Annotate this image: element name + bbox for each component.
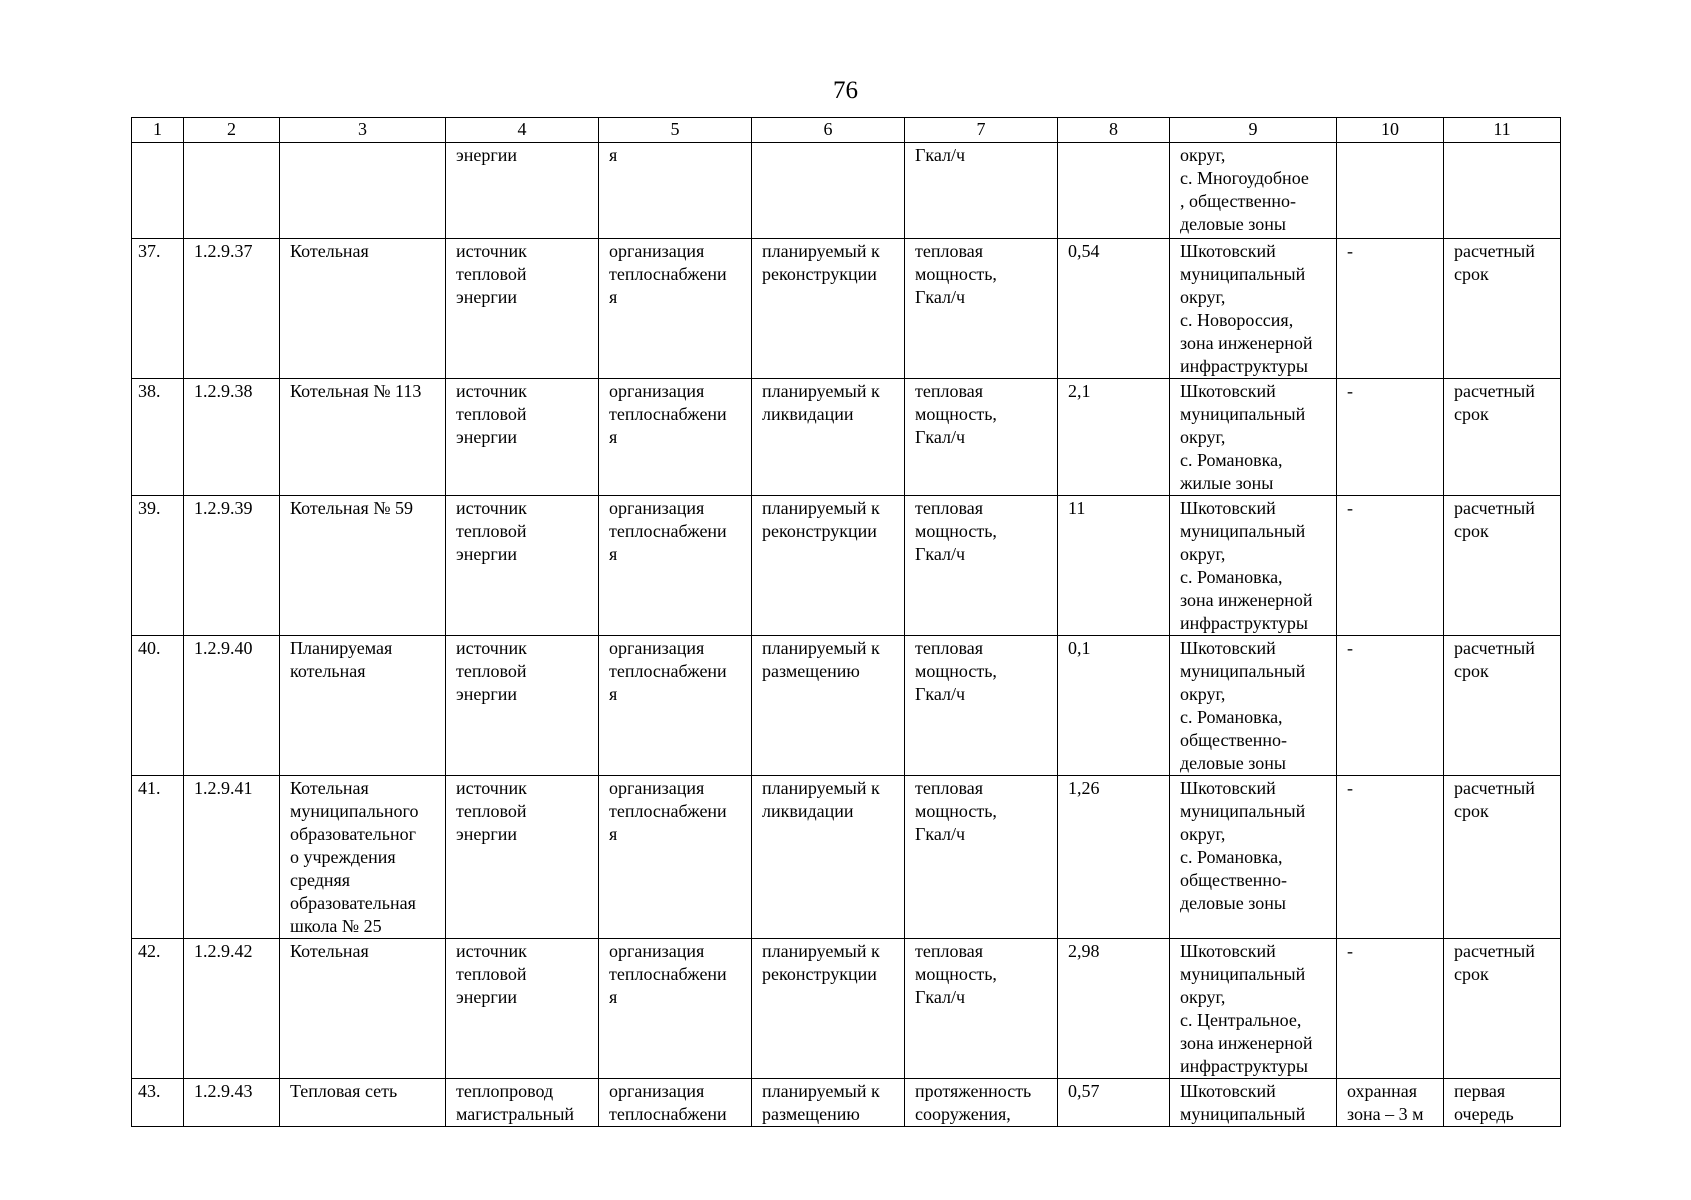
header-row <box>132 118 1561 143</box>
cell-text: энергии <box>456 987 517 1007</box>
table-cell <box>1337 776 1444 939</box>
cell-text: я <box>609 824 618 844</box>
cell-text: 1.2.9.38 <box>194 381 253 401</box>
cell-text: 2,98 <box>1068 941 1100 961</box>
cell-text: округ, <box>1180 427 1226 447</box>
cell-text: о учреждения <box>290 847 396 867</box>
cell-text: котельная <box>290 661 366 681</box>
cell-text: расчетный <box>1454 381 1535 401</box>
cell-text: - <box>1347 498 1353 518</box>
cell-text: энергии <box>456 145 517 165</box>
table-cell <box>280 496 446 636</box>
cell-text: источник <box>456 498 527 518</box>
cell-text: общественно- <box>1180 870 1287 890</box>
cell-text: организация <box>609 381 705 401</box>
cell-text: планируемый к <box>762 941 880 961</box>
cell-text: округ, <box>1180 145 1226 165</box>
table-cell <box>752 776 905 939</box>
cell-text: жилые зоны <box>1180 473 1274 493</box>
cell-text: Котельная <box>290 241 369 261</box>
table-cell <box>752 1079 905 1127</box>
cell-text: срок <box>1454 661 1489 681</box>
column-header-11: 11 <box>1444 118 1561 143</box>
column-header-6: 6 <box>752 118 905 143</box>
cell-text: срок <box>1454 404 1489 424</box>
table-cell <box>280 379 446 496</box>
cell-text: энергии <box>456 684 517 704</box>
table-cell <box>1170 379 1337 496</box>
cell-text: 0,54 <box>1068 241 1100 261</box>
table-cell <box>599 1079 752 1127</box>
cell-text: - <box>1347 381 1353 401</box>
cell-text: - <box>1347 638 1353 658</box>
cell-text: мощность, <box>915 661 997 681</box>
cell-text: Котельная <box>290 941 369 961</box>
table-cell <box>280 239 446 379</box>
table-cell <box>905 239 1058 379</box>
cell-text: зона инженерной <box>1180 1033 1313 1053</box>
table-cell <box>1444 239 1561 379</box>
table-cell <box>1444 496 1561 636</box>
table-cell <box>752 379 905 496</box>
cell-text: муниципальный <box>1180 964 1306 984</box>
cell-text: инфраструктуры <box>1180 356 1308 376</box>
column-header-10: 10 <box>1337 118 1444 143</box>
cell-text: 2,1 <box>1068 381 1091 401</box>
table-cell <box>446 939 599 1079</box>
cell-text: расчетный <box>1454 638 1535 658</box>
cell-text: реконструкции <box>762 264 877 284</box>
cell-text: 42. <box>138 941 161 961</box>
table-cell <box>280 636 446 776</box>
cell-text: источник <box>456 778 527 798</box>
cell-text: Шкотовский <box>1180 638 1276 658</box>
cell-text: размещению <box>762 1104 860 1124</box>
cell-text: образовательная <box>290 893 416 913</box>
table-cell <box>1337 143 1444 239</box>
table-cell <box>132 1079 184 1127</box>
table-cell <box>1058 143 1170 239</box>
cell-text: тепловой <box>456 801 527 821</box>
cell-text: первая <box>1454 1081 1506 1101</box>
table-cell <box>905 496 1058 636</box>
table-cell <box>1170 939 1337 1079</box>
table-cell <box>1170 239 1337 379</box>
table-cell <box>905 379 1058 496</box>
cell-text: я <box>609 987 618 1007</box>
cell-text: деловые зоны <box>1180 214 1286 234</box>
cell-text: округ, <box>1180 824 1226 844</box>
table-cell <box>280 1079 446 1127</box>
table-cell <box>446 776 599 939</box>
table-cell <box>1058 939 1170 1079</box>
table-cell <box>132 143 184 239</box>
cell-text: срок <box>1454 264 1489 284</box>
table-cell <box>184 939 280 1079</box>
table-cell <box>1170 776 1337 939</box>
cell-text: теплоснабжени <box>609 801 727 821</box>
cell-text: Шкотовский <box>1180 1081 1276 1101</box>
cell-text: с. Новороссия, <box>1180 310 1294 330</box>
data-table <box>131 117 1561 1127</box>
table-cell <box>1337 939 1444 1079</box>
table-row <box>132 379 1561 496</box>
cell-text: очередь <box>1454 1104 1514 1124</box>
cell-text: Котельная № 113 <box>290 381 422 401</box>
cell-text: 1.2.9.39 <box>194 498 253 518</box>
column-header-5: 5 <box>599 118 752 143</box>
cell-text: округ, <box>1180 684 1226 704</box>
table-cell <box>184 1079 280 1127</box>
cell-text: Гкал/ч <box>915 145 966 165</box>
cell-text: тепловой <box>456 964 527 984</box>
table-cell <box>184 239 280 379</box>
cell-text: расчетный <box>1454 241 1535 261</box>
table-cell <box>752 143 905 239</box>
cell-text: 1.2.9.42 <box>194 941 253 961</box>
cell-text: Котельная № 59 <box>290 498 413 518</box>
cell-text: я <box>609 427 618 447</box>
cell-text: тепловая <box>915 381 984 401</box>
cell-text: Гкал/ч <box>915 287 966 307</box>
cell-text: Шкотовский <box>1180 941 1276 961</box>
cell-text: округ, <box>1180 987 1226 1007</box>
table-cell <box>1337 379 1444 496</box>
cell-text: планируемый к <box>762 241 880 261</box>
table-cell <box>132 239 184 379</box>
table-row <box>132 143 1561 239</box>
table-cell <box>752 939 905 1079</box>
cell-text: образовательног <box>290 824 416 844</box>
cell-text: тепловая <box>915 638 984 658</box>
table-cell <box>905 143 1058 239</box>
cell-text: зона инженерной <box>1180 590 1313 610</box>
cell-text: - <box>1347 941 1353 961</box>
cell-text: Гкал/ч <box>915 987 966 1007</box>
column-header-8: 8 <box>1058 118 1170 143</box>
cell-text: тепловой <box>456 661 527 681</box>
cell-text: ликвидации <box>762 801 854 821</box>
cell-text: теплоснабжени <box>609 264 727 284</box>
cell-text: муниципального <box>290 801 419 821</box>
cell-text: 40. <box>138 638 161 658</box>
cell-text: мощность, <box>915 264 997 284</box>
cell-text: Гкал/ч <box>915 544 966 564</box>
table-cell <box>184 379 280 496</box>
cell-text: мощность, <box>915 964 997 984</box>
cell-text: организация <box>609 1081 705 1101</box>
cell-text: теплоснабжени <box>609 964 727 984</box>
table-cell <box>184 496 280 636</box>
cell-text: 1.2.9.40 <box>194 638 253 658</box>
cell-text: Котельная <box>290 778 369 798</box>
table-cell <box>280 143 446 239</box>
table-row <box>132 939 1561 1079</box>
table-cell <box>1444 776 1561 939</box>
cell-text: 43. <box>138 1081 161 1101</box>
cell-text: организация <box>609 498 705 518</box>
cell-text: инфраструктуры <box>1180 613 1308 633</box>
cell-text: источник <box>456 381 527 401</box>
cell-text: округ, <box>1180 287 1226 307</box>
column-header-1: 1 <box>132 118 184 143</box>
cell-text: расчетный <box>1454 498 1535 518</box>
cell-text: расчетный <box>1454 778 1535 798</box>
cell-text: Шкотовский <box>1180 778 1276 798</box>
cell-text: магистральный <box>456 1104 575 1124</box>
table-cell <box>1337 496 1444 636</box>
cell-text: муниципальный <box>1180 264 1306 284</box>
cell-text: муниципальный <box>1180 661 1306 681</box>
table-cell <box>1058 239 1170 379</box>
table-cell <box>132 636 184 776</box>
table-cell <box>1170 143 1337 239</box>
cell-text: протяженность <box>915 1081 1032 1101</box>
cell-text: Гкал/ч <box>915 684 966 704</box>
cell-text: тепловой <box>456 521 527 541</box>
table-cell <box>1170 636 1337 776</box>
cell-text: теплоснабжени <box>609 521 727 541</box>
column-header-4: 4 <box>446 118 599 143</box>
table-cell <box>132 496 184 636</box>
cell-text: планируемый к <box>762 778 880 798</box>
table-cell <box>1337 636 1444 776</box>
cell-text: мощность, <box>915 521 997 541</box>
cell-text: 1,26 <box>1068 778 1100 798</box>
cell-text: энергии <box>456 824 517 844</box>
table-cell <box>132 379 184 496</box>
cell-text: 37. <box>138 241 161 261</box>
table-row <box>132 636 1561 776</box>
table-cell <box>599 636 752 776</box>
table-cell <box>1444 143 1561 239</box>
cell-text: с. Романовка, <box>1180 847 1283 867</box>
cell-text: я <box>609 145 618 165</box>
cell-text: срок <box>1454 964 1489 984</box>
table-cell <box>905 1079 1058 1127</box>
table-row <box>132 239 1561 379</box>
cell-text: округ, <box>1180 544 1226 564</box>
cell-text: муниципальный <box>1180 1104 1306 1124</box>
cell-text: размещению <box>762 661 860 681</box>
table-cell <box>446 496 599 636</box>
table-cell <box>752 636 905 776</box>
cell-text: я <box>609 287 618 307</box>
cell-text: теплоснабжени <box>609 404 727 424</box>
table-cell <box>280 939 446 1079</box>
cell-text: организация <box>609 241 705 261</box>
table-cell <box>132 939 184 1079</box>
cell-text: планируемый к <box>762 498 880 518</box>
table-cell <box>446 636 599 776</box>
cell-text: с. Романовка, <box>1180 567 1283 587</box>
table-cell <box>1444 939 1561 1079</box>
table-row <box>132 776 1561 939</box>
cell-text: с. Романовка, <box>1180 450 1283 470</box>
cell-text: зона инженерной <box>1180 333 1313 353</box>
cell-text: - <box>1347 778 1353 798</box>
cell-text: энергии <box>456 287 517 307</box>
table-cell <box>599 239 752 379</box>
cell-text: муниципальный <box>1180 801 1306 821</box>
cell-text: средняя <box>290 870 351 890</box>
table-cell <box>905 636 1058 776</box>
table-cell <box>1058 1079 1170 1127</box>
cell-text: энергии <box>456 544 517 564</box>
table-cell <box>1058 496 1170 636</box>
cell-text: срок <box>1454 521 1489 541</box>
table-cell <box>1444 1079 1561 1127</box>
cell-text: расчетный <box>1454 941 1535 961</box>
cell-text: теплоснабжени <box>609 661 727 681</box>
cell-text: срок <box>1454 801 1489 821</box>
cell-text: 39. <box>138 498 161 518</box>
table-body <box>132 143 1561 1127</box>
cell-text: тепловая <box>915 778 984 798</box>
cell-text: Тепловая сеть <box>290 1081 398 1101</box>
cell-text: охранная <box>1347 1081 1418 1101</box>
cell-text: Гкал/ч <box>915 824 966 844</box>
table-cell <box>184 636 280 776</box>
table-cell <box>1337 239 1444 379</box>
cell-text: 11 <box>1068 498 1086 518</box>
table-cell <box>184 776 280 939</box>
cell-text: Гкал/ч <box>915 427 966 447</box>
cell-text: планируемый к <box>762 381 880 401</box>
table-cell <box>446 143 599 239</box>
table-cell <box>184 143 280 239</box>
cell-text: 0,1 <box>1068 638 1091 658</box>
cell-text: Планируемая <box>290 638 393 658</box>
cell-text: зона – 3 м <box>1347 1104 1424 1124</box>
table-cell <box>132 776 184 939</box>
cell-text: тепловая <box>915 498 984 518</box>
cell-text: тепловой <box>456 404 527 424</box>
cell-text: тепловой <box>456 264 527 284</box>
cell-text: тепловая <box>915 941 984 961</box>
table-cell <box>599 143 752 239</box>
table-cell <box>446 239 599 379</box>
page-number: 76 <box>833 77 858 104</box>
cell-text: 41. <box>138 778 161 798</box>
table-cell <box>905 939 1058 1079</box>
cell-text: организация <box>609 778 705 798</box>
cell-text: сооружения, <box>915 1104 1011 1124</box>
cell-text: 1.2.9.41 <box>194 778 253 798</box>
cell-text: я <box>609 684 618 704</box>
cell-text: инфраструктуры <box>1180 1056 1308 1076</box>
cell-text: 1.2.9.37 <box>194 241 253 261</box>
cell-text: тепловая <box>915 241 984 261</box>
table-cell <box>905 776 1058 939</box>
cell-text: планируемый к <box>762 638 880 658</box>
cell-text: теплоснабжени <box>609 1104 727 1124</box>
cell-text: планируемый к <box>762 1081 880 1101</box>
cell-text: - <box>1347 241 1353 261</box>
column-header-3: 3 <box>280 118 446 143</box>
cell-text: теплопровод <box>456 1081 554 1101</box>
cell-text: организация <box>609 941 705 961</box>
cell-text: источник <box>456 241 527 261</box>
table-cell <box>599 776 752 939</box>
column-header-9: 9 <box>1170 118 1337 143</box>
cell-text: муниципальный <box>1180 521 1306 541</box>
cell-text: с. Романовка, <box>1180 707 1283 727</box>
cell-text: 0,57 <box>1068 1081 1100 1101</box>
table-cell <box>446 379 599 496</box>
table-cell <box>1170 496 1337 636</box>
table-cell <box>599 379 752 496</box>
table-cell <box>1058 636 1170 776</box>
table-cell <box>1058 379 1170 496</box>
cell-text: деловые зоны <box>1180 893 1286 913</box>
cell-text: муниципальный <box>1180 404 1306 424</box>
cell-text: Шкотовский <box>1180 498 1276 518</box>
cell-text: ликвидации <box>762 404 854 424</box>
cell-text: мощность, <box>915 404 997 424</box>
cell-text: Шкотовский <box>1180 381 1276 401</box>
cell-text: реконструкции <box>762 521 877 541</box>
table-cell <box>1444 379 1561 496</box>
table-row <box>132 1079 1561 1127</box>
table-cell <box>1058 776 1170 939</box>
cell-text: мощность, <box>915 801 997 821</box>
table-cell <box>1337 1079 1444 1127</box>
cell-text: организация <box>609 638 705 658</box>
cell-text: я <box>609 544 618 564</box>
column-header-7: 7 <box>905 118 1058 143</box>
cell-text: энергии <box>456 427 517 447</box>
table-cell <box>1444 636 1561 776</box>
table-cell <box>752 239 905 379</box>
table-cell <box>599 496 752 636</box>
column-header-2: 2 <box>184 118 280 143</box>
cell-text: Шкотовский <box>1180 241 1276 261</box>
cell-text: школа № 25 <box>290 916 382 936</box>
table-cell <box>446 1079 599 1127</box>
cell-text: 1.2.9.43 <box>194 1081 253 1101</box>
cell-text: общественно- <box>1180 730 1287 750</box>
table-cell <box>752 496 905 636</box>
table-cell <box>280 776 446 939</box>
cell-text: источник <box>456 638 527 658</box>
cell-text: источник <box>456 941 527 961</box>
cell-text: с. Многоудобное <box>1180 168 1309 188</box>
cell-text: с. Центральное, <box>1180 1010 1302 1030</box>
table-cell <box>1170 1079 1337 1127</box>
cell-text: , общественно- <box>1180 191 1296 211</box>
cell-text: деловые зоны <box>1180 753 1286 773</box>
cell-text: реконструкции <box>762 964 877 984</box>
cell-text: 38. <box>138 381 161 401</box>
table-cell <box>599 939 752 1079</box>
table-row <box>132 496 1561 636</box>
